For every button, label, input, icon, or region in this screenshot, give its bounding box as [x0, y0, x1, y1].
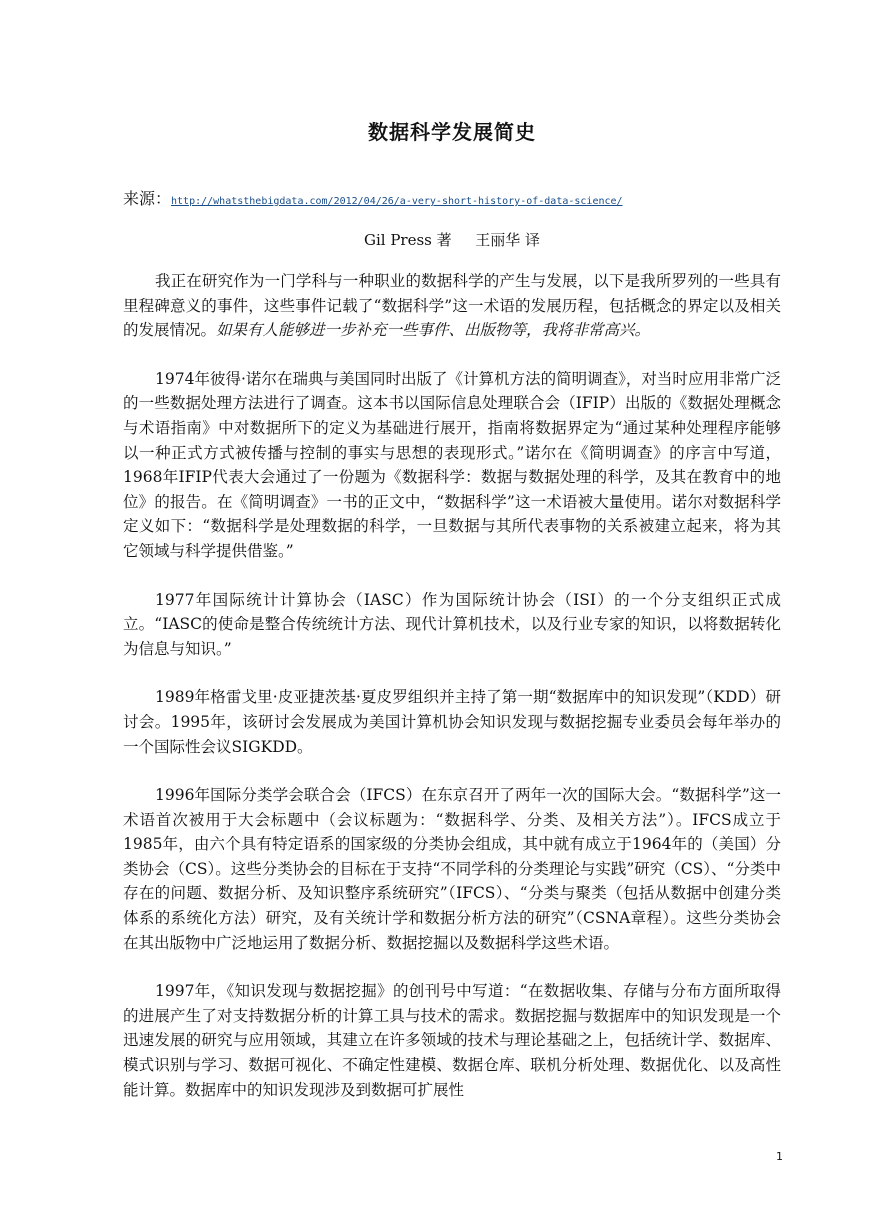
document-title: 数据科学发展简史 [368, 120, 536, 144]
byline [123, 229, 781, 251]
translator-name: 王丽华 [475, 231, 521, 249]
intro-paragraph [123, 269, 781, 343]
paragraph-1997: 1997年，《知识发现与数据挖掘》的创刊号中写道：“在数据收集、存储与分布方面所取得的进展产生了对支持数据分析的计算工具与技术的需求。数据挖掘与数据库中的知识发现是一个迅速发展的研究与应用领域，其建立在许多领域的技术与理论基础之上，包括统计学、数据库、模式识别与学习、数据可视化、不确定性建模、数据仓库、联机分析处理、数据优化、以及高性能计算。数据库中的知识发现涉及到数据可扩展性 [123, 982, 781, 1099]
paragraph-1996: 1996年国际分类学会联合会（IFCS）在东京召开了两年一次的国际大会。“数据科学”这一术语首次被用于大会标题中（会议标题为：“数据科学、分类、及相关方法”）。IFCS成立于1985年，由六个具有特定语系的国家级的分类协会组成，其中就有成立于1964年的（美国）分类协会（CS）。这些分类协会的目标在于支持“不同学科的分类理论与实践”研究（CS）、“分类中存在的问题、数据分析、及知识整序系统研究”（IFCS）、“分类与聚类（包括从数据中创建分类体系的系统化方法）研究，及有关统计学和数据分析方法的研究”（CSNA章程）。这些分类协会在其出版物中广泛地运用了数据分析、数据挖掘以及数据科学这些术语。 [123, 786, 781, 952]
page-number: 1 [776, 1150, 783, 1163]
source-label: 来源： [123, 189, 172, 208]
translator-role: 译 [525, 231, 541, 249]
paragraph-1989: 1989年格雷戈里·皮亚捷茨基·夏皮罗组织并主持了第一期“数据库中的知识发现”（KDD）研讨会。1995年，该研讨会发展成为美国计算机协会知识发现与数据挖掘专业委员会每年举办的一个国际性会议SIGKDD。 [123, 688, 781, 756]
source-link[interactable]: http://whatsthebigdata.com/2012/04/26/a-very-short-history-of-data-science/ [171, 196, 623, 207]
paragraph-1977: 1977年国际统计计算协会（IASC）作为国际统计协会（ISI）的一个分支组织正式成立。“IASC的使命是整合传统统计方法、现代计算机技术，以及行业专家的知识，以将数据转化为信息与知识。” [123, 590, 781, 658]
intro-text: 我正在研究作为一门学科与一种职业的数据科学的产生与发展，以下是我所罗列的一些具有里程碑意义的事件，这些事件记载了“数据科学”这一术语的发展历程，包括概念的界定以及相关的发展情况。 [123, 272, 781, 340]
paragraph-1974: 1974年彼得·诺尔在瑞典与美国同时出版了《计算机方法的简明调查》，对当时应用非常广泛的一些数据处理方法进行了调查。这本书以国际信息处理联合会（IFIP）出版的《数据处理概念与术语指南》中对数据所下的定义为基础进行展开，指南将数据界定为“通过某种处理程序能够以一种正式方式被传播与控制的事实与思想的表现形式。”诺尔在《简明调查》的序言中写道，1968年IFIP代表大会通过了一份题为《数据科学：数据与数据处理的科学，及其在教育中的地位》的报告。在《简明调查》一书的正文中，“数据科学”这一术语被大量使用。诺尔对数据科学定义如下：“数据科学是处理数据的科学，一旦数据与其所代表事物的关系被建立起来，将为其它领域与科学提供借鉴。” [123, 369, 781, 560]
author-role: 著 [436, 231, 452, 249]
author-name: Gil Press [363, 231, 432, 249]
intro-italic-text: 如果有人能够进一步补充一些事件、出版物等，我将非常高兴。 [216, 321, 651, 340]
source-line [123, 188, 781, 213]
